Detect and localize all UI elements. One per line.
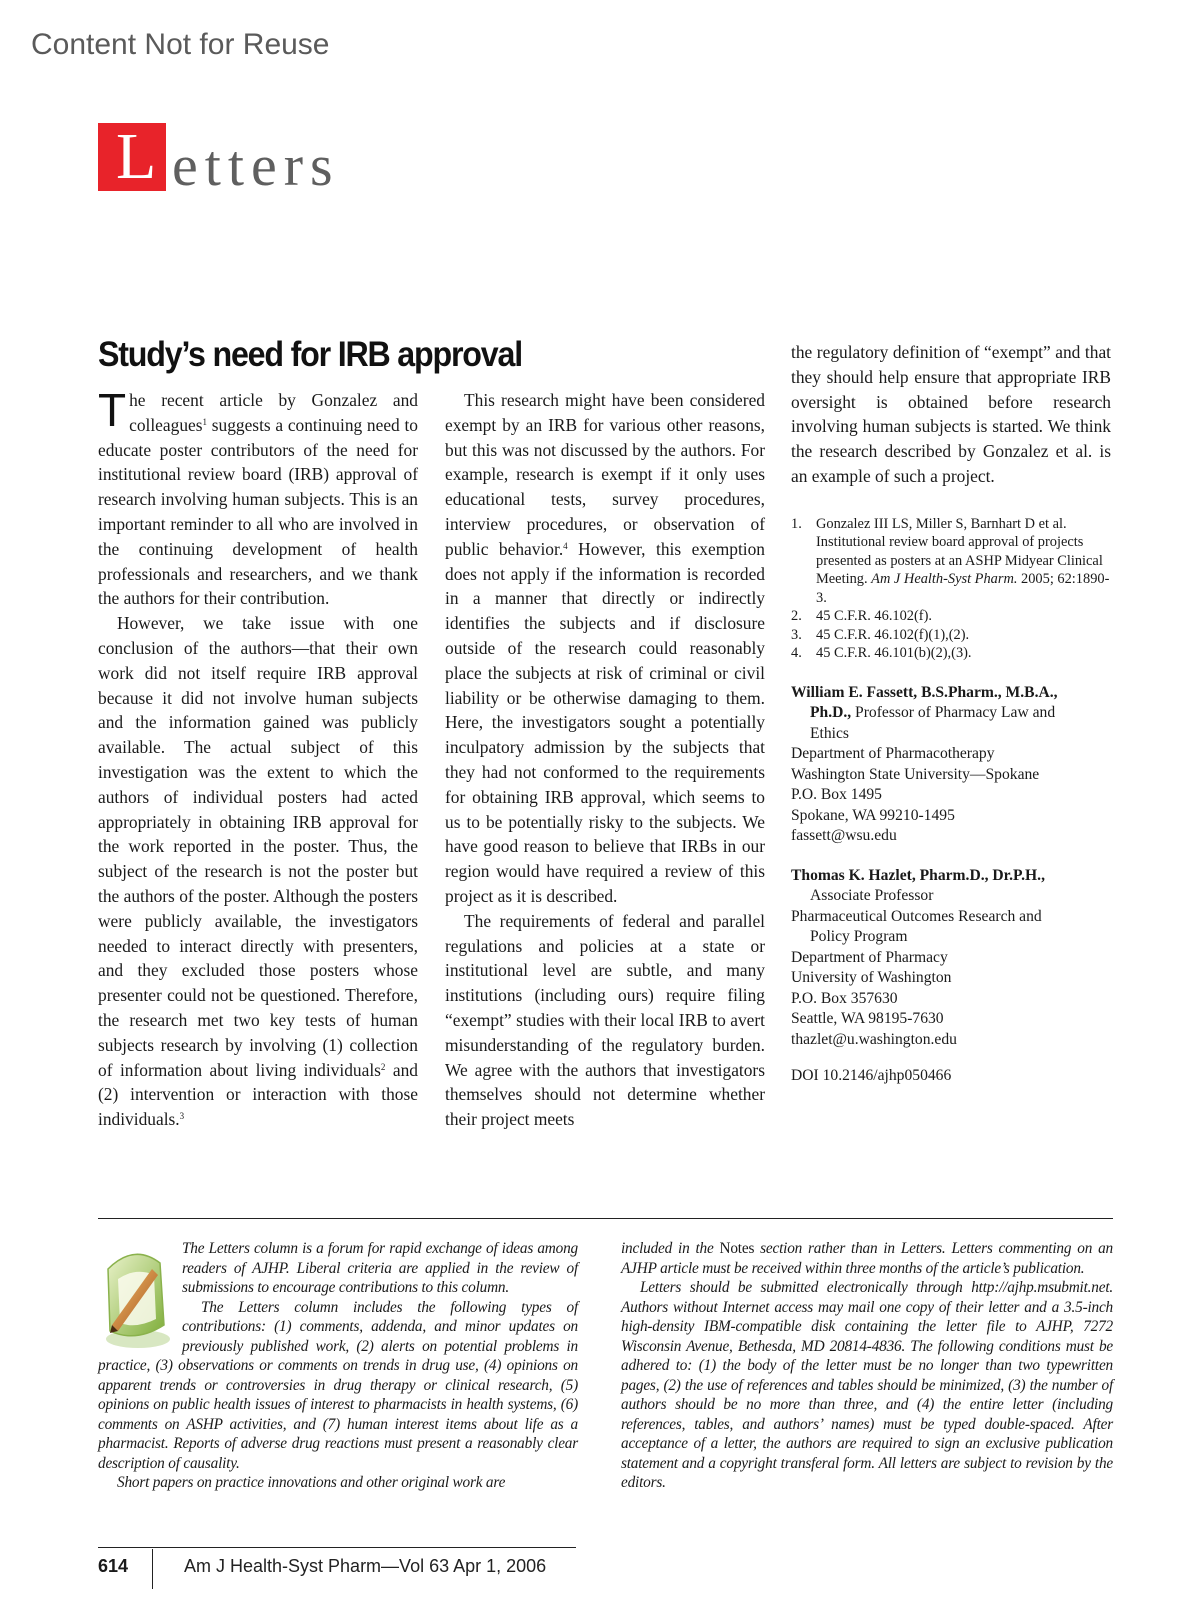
article-title: Study’s need for IRB approval <box>98 335 522 374</box>
text: This research might have been considered exempt by an IRB for various other reasons, but this was not discussed by the authors. For example, research is exempt if it only uses educational tests, survey procedures, interview procedures, or observation of public behavior. <box>445 390 765 559</box>
letter-icon <box>98 1239 172 1351</box>
citation: 3 <box>179 1111 185 1122</box>
citation: 1 <box>202 416 208 427</box>
paragraph: The requirements of federal and parallel regulations and policies at a state or institutional level are subtle, and many institutions (including ours) require filing “exempt” studies with their local IRB to avert misunderstanding of the regulatory burden. We agree with the authors that investigators themselves should not determine whether their project meets <box>445 910 765 1130</box>
text: and (2) intervention or interaction with those individuals. <box>98 1059 418 1130</box>
author-affiliation-cont: Policy Program <box>810 928 908 946</box>
author-email[interactable]: thazlet@u.washington.edu <box>791 1030 957 1048</box>
author-name: Thomas K. Hazlet, Pharm.D., Dr.P.H., <box>791 866 1045 884</box>
author-block <box>791 683 1111 847</box>
text: suggests a continuing need to educate poster contributors of the need for institutional review board (IRB) approval of research involving human subjects. This is an important reminder to all who are involved in the continuing development of health professionals and researchers, and we thank the authors for their contribution. <box>98 414 418 609</box>
author-title: Ph.D., Professor of Pharmacy Law and <box>810 704 1056 722</box>
reference-text: Gonzalez III LS, Miller S, Barnhart D et al. Institutional review board approval of projects presented as posters at an ASHP Midyear Clinical Meeting. <box>816 515 1103 588</box>
reference-text: 45 C.F.R. 46.102(f)(1),(2). <box>816 626 970 643</box>
author-affiliation: Department of Pharmacy <box>791 948 948 966</box>
column-3 <box>791 340 1111 1086</box>
reference-number: 4. <box>791 645 802 662</box>
paragraph: The Letters column is a forum for rapid exchange of ideas among readers of AJHP. Liberal criteria are applied in the review of submissions to encourage contributions to this column. <box>182 1240 578 1296</box>
author-affiliation: Washington State University—Spokane <box>791 765 1040 783</box>
column-2 <box>445 388 765 1132</box>
reference-item <box>791 644 1111 663</box>
reference-text: 45 C.F.R. 46.101(b)(2),(3). <box>816 645 972 662</box>
drop-cap: T <box>98 384 127 436</box>
author-address: Spokane, WA 99210-1495 <box>791 806 955 824</box>
author-title-cont: Ethics <box>810 724 849 742</box>
author-address: Seattle, WA 98195-7630 <box>791 1010 944 1028</box>
citation: 4 <box>563 540 568 551</box>
watermark: Content Not for Reuse <box>31 28 330 61</box>
author-email[interactable]: fassett@wsu.edu <box>791 827 897 845</box>
reference-number: 2. <box>791 608 802 625</box>
paragraph: included in the Notes section rather than in Letters. Letters commenting on an AJHP article must be received within three months of the article’s publication. <box>621 1240 1113 1277</box>
reference-text: 45 C.F.R. 46.102(f). <box>816 608 932 625</box>
author-title: Associate Professor <box>810 887 934 905</box>
footer-separator <box>152 1549 153 1589</box>
footer-rule <box>98 1547 576 1548</box>
reference-item <box>791 515 1111 608</box>
reference-list <box>791 515 1111 663</box>
reference-text: 2005; 62:1890-3. <box>816 571 1110 606</box>
section-divider <box>98 1218 1113 1219</box>
author-address: P.O. Box 1495 <box>791 786 882 804</box>
journal-citation: Am J Health-Syst Pharm—Vol 63 Apr 1, 2006 <box>184 1556 547 1576</box>
paragraph: Short papers on practice innovations and other original work are <box>117 1474 506 1491</box>
author-affiliation: Pharmaceutical Outcomes Research and <box>791 907 1042 925</box>
author-name: William E. Fassett, B.S.Pharm., M.B.A., <box>791 683 1058 701</box>
letters-logo-text: etters <box>172 133 340 198</box>
author-address: P.O. Box 357630 <box>791 989 898 1007</box>
author-affiliation: University of Washington <box>791 969 952 987</box>
reference-item <box>791 607 1111 626</box>
letters-logo-initial: L <box>116 120 157 193</box>
letters-policy-right <box>621 1239 1113 1493</box>
text: However, we take issue with one conclusion of the authors—that their own work did not itself require IRB approval because it did not involve human subjects and the information gained was publicly available. The actual subject of this investigation was the extent to which the authors of individual posters had acted appropriately in obtaining IRB approval for the work reported in the poster. Thus, the subject of the research is not the poster but the authors of the poster. Although the posters were publicly available, the investigators needed to interact directly with presenters, and they excluded those posters whose presenter could not be questioned. Therefore, the research met two key tests of human subjects research by involving (1) collection of information about living individuals <box>98 613 418 1080</box>
page-number: 614 <box>98 1556 129 1576</box>
doi: DOI 10.2146/ajhp050466 <box>791 1067 952 1085</box>
paragraph <box>98 611 418 1132</box>
author-block <box>791 866 1111 1051</box>
citation: 2 <box>380 1061 386 1072</box>
text: he recent article by Gonzalez and colleagues <box>129 390 418 435</box>
letters-policy-left <box>98 1239 578 1493</box>
reference-journal: Am J Health-Syst Pharm. <box>871 571 1018 588</box>
reference-number: 1. <box>791 515 802 532</box>
paragraph: The Letters column includes the following types of contributions: (1) comments, addenda, and minor updates on previously published work, (2) alerts on potential problems in practice, (3) observations or comments on trends in drug use, (4) opinions on apparent trends or controversies in drug therapy or clinical research, (5) opinions on public health issues of interest to pharmacists in health systems, (6) comments on ASHP activities, and (7) human interest items about life as a pharmacist. Reports of adverse drug reactions must present a reasonably clear description of causality. <box>98 1298 578 1472</box>
paragraph <box>98 384 418 611</box>
author-affiliation: Department of Pharmacotherapy <box>791 745 995 763</box>
paragraph: the regulatory definition of “exempt” and that they should help ensure that appropriate IRB oversight is obtained before research involving human subjects is started. We think the research described by Gonzalez et al. is an example of such a project. <box>791 342 1111 486</box>
paragraph: Letters should be submitted electronically through http://ajhp.msubmit.net. Authors without Internet access may mail one copy of their letter and a 3.5-inch high-density IBM-compatible disk containing the letter file to AJHP, 7272 Wisconsin Avenue, Bethesda, MD 20814-4836. The following conditions must be adhered to: (1) the body of the letter must be no longer than two typewritten pages, (2) the use of references and tables should be minimized, (3) the number of authors should be no more than three, and (4) the entire letter (including references, tables, and authors’ names) must be typed double-spaced. After acceptance of a letter, the authors are required to sign an exclusive publication statement and a copyright transferal form. All letters are subject to revision by the editors. <box>621 1279 1113 1491</box>
reference-item <box>791 626 1111 645</box>
column-1 <box>98 384 418 1132</box>
paragraph <box>445 388 765 909</box>
text: However, this exemption does not apply if the information is recorded in a manner that directly or indirectly identifies the subjects and if disclosure outside of the research could reasonably place the subjects at risk of criminal or civil liability or be otherwise damaging to them. Here, the investigators sought a potentially inculpatory admission by the subjects that they had not conformed to the requirements for obtaining IRB approval, which seems to us to be potentially risky to the subjects. We have good reason to believe that IRBs in our region would have required a review of this project as it is described. <box>445 538 766 906</box>
reference-number: 3. <box>791 626 802 643</box>
notes-section-label: Notes <box>719 1240 755 1257</box>
